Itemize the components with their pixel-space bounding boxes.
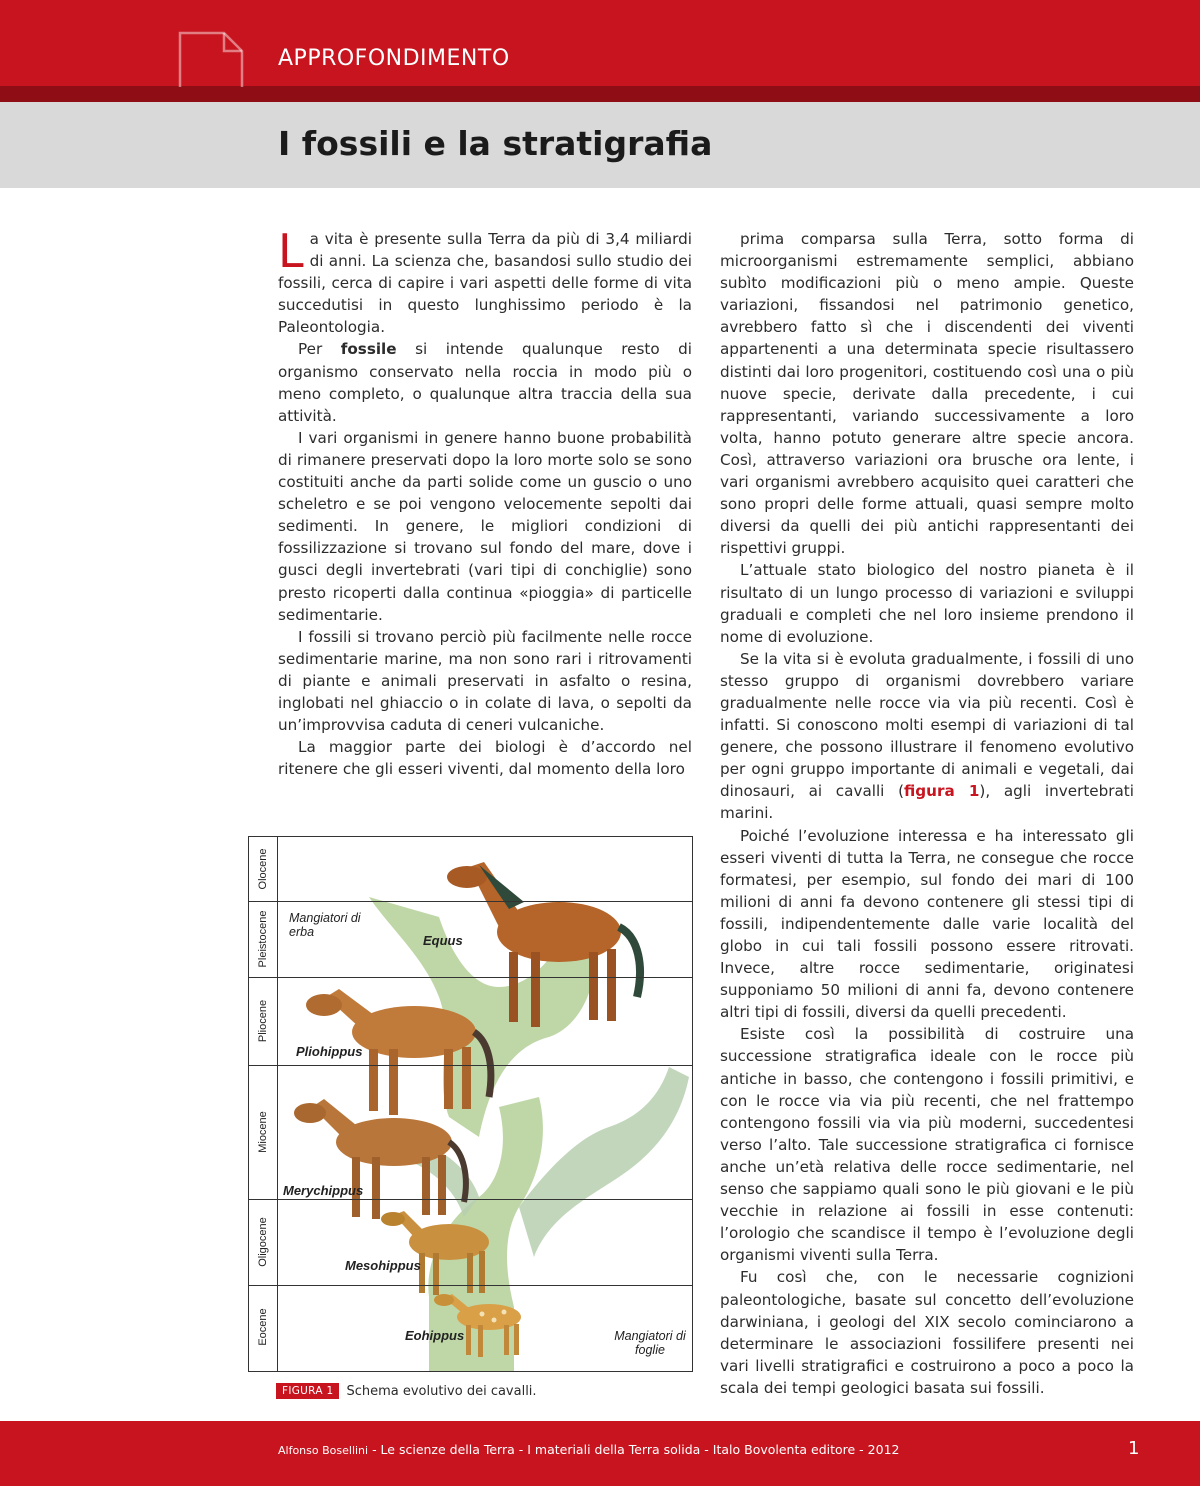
epoch-eocene: Eocene <box>257 1308 269 1346</box>
paragraph-text: si intende qualunque resto di organismo conservato nella roccia in modo più o meno completo, o qualunque altra traccia della sua attività. <box>278 340 692 425</box>
tree-browsers-branch <box>519 1067 689 1257</box>
left-column <box>278 224 692 780</box>
paragraph-text: prima comparsa sulla Terra, sotto forma di microorganismi estremamente semplici, abbiano subìto modificazioni più o meno ampie. Queste variazioni, fissandosi nel patrimonio genetico, avrebbero fatto sì che i discendenti dei viventi appartenenti a una determinata specie risultassero distinti dai loro progenitori, costituendo così una o più nuove specie, derivate dalla precedente, i cui rappresentanti, variando successivamente a loro volta, hanno potuto generare altre specie ancora. Così, attraverso variazioni ora brusche ora lente, i vari organismi avrebbero acquisito quei caratteri che sono propri delle forme attuali, quasi sempre molto diversi da quelli dei più antichi rappresentanti dei rispettivi gruppi. <box>720 230 1134 558</box>
paragraph-text: ), agli invertebrati marini. <box>720 782 1134 823</box>
label-grazers: Mangiatori di erba <box>289 911 361 939</box>
page-title: I fossili e la stratigrafia <box>278 124 713 163</box>
paragraph <box>720 1023 1134 1266</box>
figure-reference-link[interactable]: figura 1 <box>904 782 980 801</box>
paragraph <box>278 338 692 426</box>
term-highlight: fossile <box>340 340 397 359</box>
paragraph-text: L’attuale stato biologico del nostro pianeta è il risultato di un lungo processo di variazioni e sviluppi graduali e completi che nel loro insieme prendono il nome di evoluzione. <box>720 561 1134 646</box>
merychippus-drawing <box>294 1099 466 1219</box>
epoch-divider <box>249 1285 692 1286</box>
paragraph-text: Poiché l’evoluzione interessa e ha interessato gli esseri viventi di tutta la Terra, ne consegue che rocce formatesi, per esempio, sul fondo dei mari di 100 milioni di anni fa devono contenere gli stessi tipi di fossili, indipendentemente dalle varie località del globo in cui tali fossili possono essere ritrovati. Invece, altre rocce sedimentarie, originatesi supponiamo 50 milioni di anni fa, devono contenere altri tipi di fossili, diversi da quelli precedenti. <box>720 826 1134 1022</box>
label-equus: Equus <box>423 933 463 948</box>
label-eohippus: Eohippus <box>405 1328 465 1343</box>
paragraph <box>278 626 692 736</box>
paragraph <box>720 825 1134 1024</box>
caption-badge: FIGURA 1 <box>276 1383 339 1399</box>
epoch-pliocene: Pliocene <box>257 999 269 1043</box>
epoch-divider <box>249 1065 692 1066</box>
figure-caption <box>276 1383 537 1399</box>
right-column <box>720 228 1134 1399</box>
epoch-miocene: Miocene <box>257 1111 269 1153</box>
paragraph-text: Per <box>298 340 341 359</box>
paragraph <box>720 559 1134 647</box>
footer-source: - Le scienze della Terra - I materiali della Terra solida - Italo Bovolenta editore - 2012 <box>368 1442 900 1457</box>
document-icon <box>178 31 244 87</box>
paragraph <box>278 224 692 338</box>
page-number: 1 <box>1128 1438 1140 1459</box>
label-browsers: Mangiatori di foglie <box>614 1329 686 1357</box>
paragraph-text: I vari organismi in genere hanno buone probabilità di rimanere preservati dopo la loro morte solo se sono costituiti anche da parti solide come un guscio o uno scheletro e se poi vengono velocemente sepolti dai sedimenti. In genere, le migliori condizioni di fossilizzazione si trovano sul fondo del mare, dove i gusci degli invertebrati (vari tipi di conchiglie) sono presto ricoperti dalla continua «pioggia» di particelle sedimentarie. <box>278 428 692 624</box>
paragraph-text: a vita è presente sulla Terra da più di 3,4 miliardi di anni. La scienza che, basandosi sullo studio dei fossili, cerca di capire i vari aspetti delle forme di vita succedutisi in questo lunghissimo periodo è la Paleontologia. <box>278 230 692 337</box>
footer-citation <box>278 1442 899 1457</box>
paragraph-text: Se la vita si è evoluta gradualmente, i fossili di uno stesso gruppo di organismi dovrebbero variare gradualmente nelle rocce via via più recenti. Così è infatti. Si conoscono molti esempi di variazioni di tal genere, che possono illustrare il fenomeno evolutivo per ogni gruppo importante di animali e vegetali, dai dinosauri, ai cavalli ( <box>720 649 1134 801</box>
epoch-divider <box>249 977 692 978</box>
dropcap-letter: L <box>278 224 304 278</box>
figure-horse-evolution <box>248 836 693 1372</box>
paragraph-text: I fossili si trovano perciò più facilmente nelle rocce sedimentarie marine, ma non sono rari i ritrovamenti di piante e animali preservati in asfalto o resina, inglobati nel ghiaccio o in colate di lava, o sepolti da un’improvvisa caduta di ceneri vulcaniche. <box>278 627 692 735</box>
label-merychippus: Merychippus <box>283 1183 364 1198</box>
paragraph <box>720 648 1134 825</box>
footer-author: Alfonso Bosellini <box>278 1444 369 1457</box>
paragraph <box>720 1266 1134 1399</box>
epoch-pleistocene: Pleistocene <box>257 910 269 968</box>
epoch-divider <box>249 901 692 902</box>
paragraph <box>720 228 1134 559</box>
epoch-olocene: Olocene <box>257 848 269 890</box>
paragraph <box>278 736 692 780</box>
paragraph-text: La maggior parte dei biologi è d’accordo nel ritenere che gli esseri viventi, dal momento della loro <box>278 738 692 779</box>
epoch-divider <box>249 1199 692 1200</box>
label-mesohippus: Mesohippus <box>345 1258 421 1273</box>
header-dark-stripe <box>0 86 1200 102</box>
paragraph-text: Fu così che, con le necessarie cognizioni paleontologiche, basate sul concetto dell’evoluzione darwiniana, i geologi del XIX secolo cominciarono a determinare le associazioni fossilifere presenti nei vari livelli stratigrafici e costruirono a poco a poco la scala dei tempi geologici basata sui fossili. <box>720 1268 1134 1397</box>
paragraph-text: Esiste così la possibilità di costruire una successione stratigrafica ideale con le rocce più antiche in basso, che contengono i fossili primitivi, e con le rocce via via più recenti, che nel frattempo contengono fossili via via più moderni, succedentesi verso l’alto. Tale successione stratigrafica ci fornisce anche un’età relativa delle rocce sedimentarie, nel senso che sappiamo quali sono le più giovani e le più vecchie in relazione ai fossili in esse contenuti: l’orologio che scandisce il tempo è l’evoluzione degli organismi viventi sulla Terra. <box>720 1025 1134 1265</box>
section-label: APPROFONDIMENTO <box>278 46 510 71</box>
caption-text: Schema evolutivo dei cavalli. <box>346 1383 537 1399</box>
paragraph <box>278 427 692 626</box>
epoch-oligocene: Oligocene <box>257 1217 269 1267</box>
label-pliohippus: Pliohippus <box>296 1044 363 1059</box>
